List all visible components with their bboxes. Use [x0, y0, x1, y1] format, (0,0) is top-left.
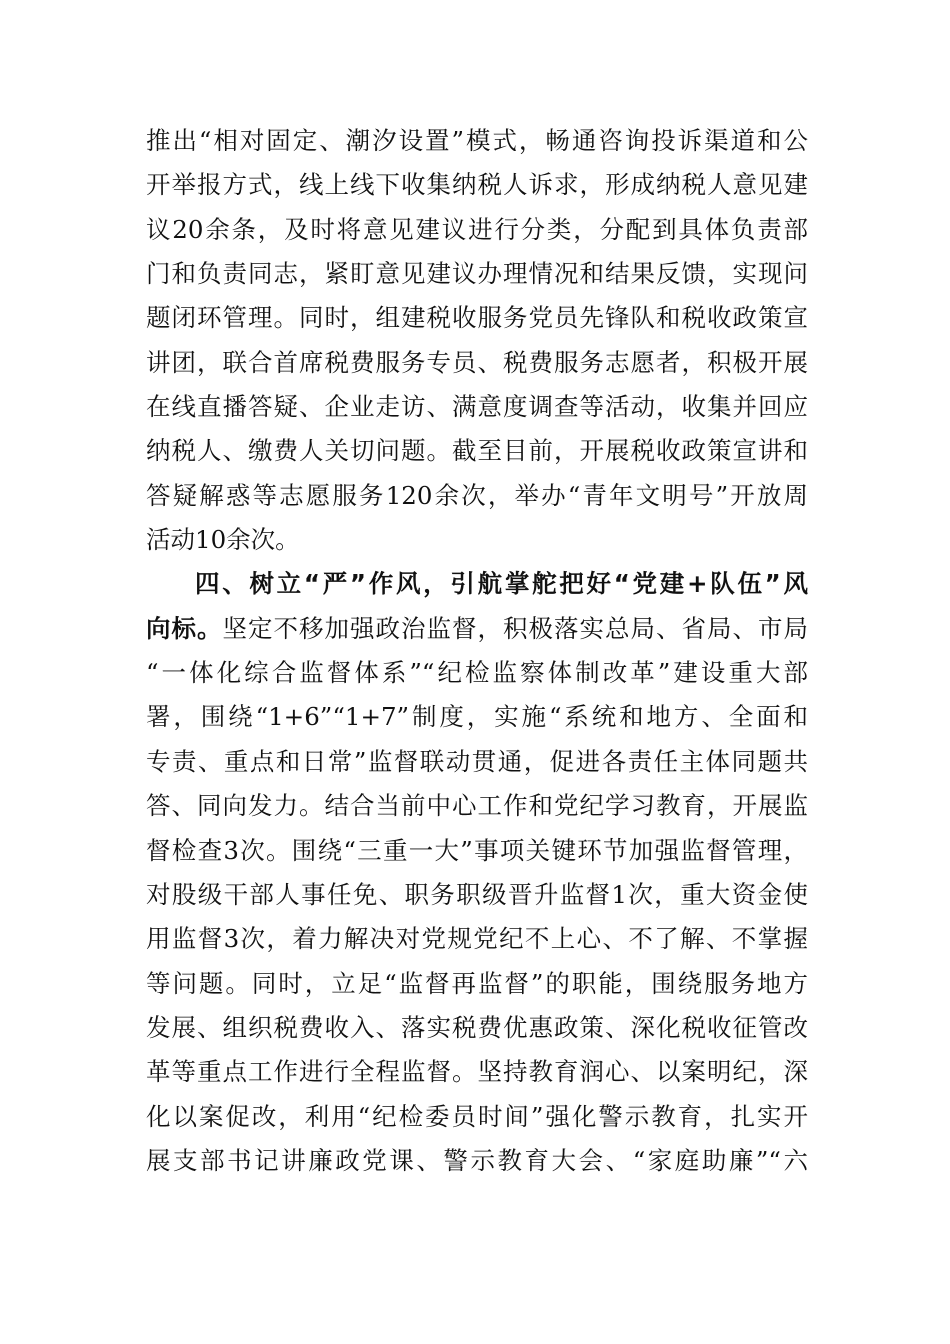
text-line [146, 607, 808, 651]
paragraph-1 [146, 119, 808, 562]
section-heading-end: 向标。 [146, 613, 223, 643]
text-line: 对股级干部人事任免、职务职级晋升监督1次，重大资金使 [146, 879, 808, 909]
text-line: 在线直播答疑、企业走访、满意度调查等活动，收集并回应 [146, 392, 808, 422]
document-body [146, 119, 808, 1183]
text-line: 门和负责同志，紧盯意见建议办理情况和结果反馈，实现问 [146, 259, 808, 289]
text-line: 纳税人、缴费人关切问题。截至目前，开展税收政策宣讲和 [146, 436, 808, 466]
text-line: 题闭环管理。同时，组建税收服务党员先锋队和税收政策宣 [146, 303, 808, 333]
text-line: 用监督3次，着力解决对党规党纪不上心、不了解、不掌握 [146, 924, 808, 954]
paragraph-2 [146, 562, 808, 1183]
text-line: 发展、组织税费收入、落实税费优惠政策、深化税收征管改 [146, 1012, 808, 1042]
text-span: 坚定不移加强政治监督，积极落实总局、省局、市局 [222, 613, 808, 643]
text-line: 督检查3次。围绕“三重一大”事项关键环节加强监督管理， [146, 835, 808, 865]
text-line: 署，围绕“1+6”“1+7”制度，实施“系统和地方、全面和 [146, 702, 808, 732]
text-line: “一体化综合监督体系”“纪检监察体制改革”建设重大部 [146, 658, 808, 688]
text-line: 展支部书记讲廉政党课、警示教育大会、“家庭助廉”“六 [146, 1145, 808, 1175]
text-line: 答、同向发力。结合当前中心工作和党纪学习教育，开展监 [146, 791, 808, 821]
text-line: 推出“相对固定、潮汐设置”模式，畅通咨询投诉渠道和公 [146, 126, 808, 155]
text-line: 革等重点工作进行全程监督。坚持教育润心、以案明纪，深 [146, 1057, 808, 1087]
text-line: 化以案促改，利用“纪检委员时间”强化警示教育，扎实开 [146, 1101, 808, 1131]
text-line: 开举报方式，线上线下收集纳税人诉求，形成纳税人意见建 [146, 170, 808, 200]
text-line: 活动10余次。 [146, 525, 300, 555]
text-line: 答疑解惑等志愿服务120余次，举办“青年文明号”开放周 [146, 480, 808, 510]
text-line: 讲团，联合首席税费服务专员、税费服务志愿者，积极开展 [146, 347, 808, 377]
section-heading: 四、树立“严”作风，引航掌舵把好“党建+队伍”风 [195, 569, 808, 599]
text-line: 等问题。同时，立足“监督再监督”的职能，围绕服务地方 [146, 968, 808, 998]
text-line: 议20余条，及时将意见建议进行分类，分配到具体负责部 [146, 214, 808, 244]
text-line: 专责、重点和日常”监督联动贯通，促进各责任主体同题共 [146, 746, 808, 776]
